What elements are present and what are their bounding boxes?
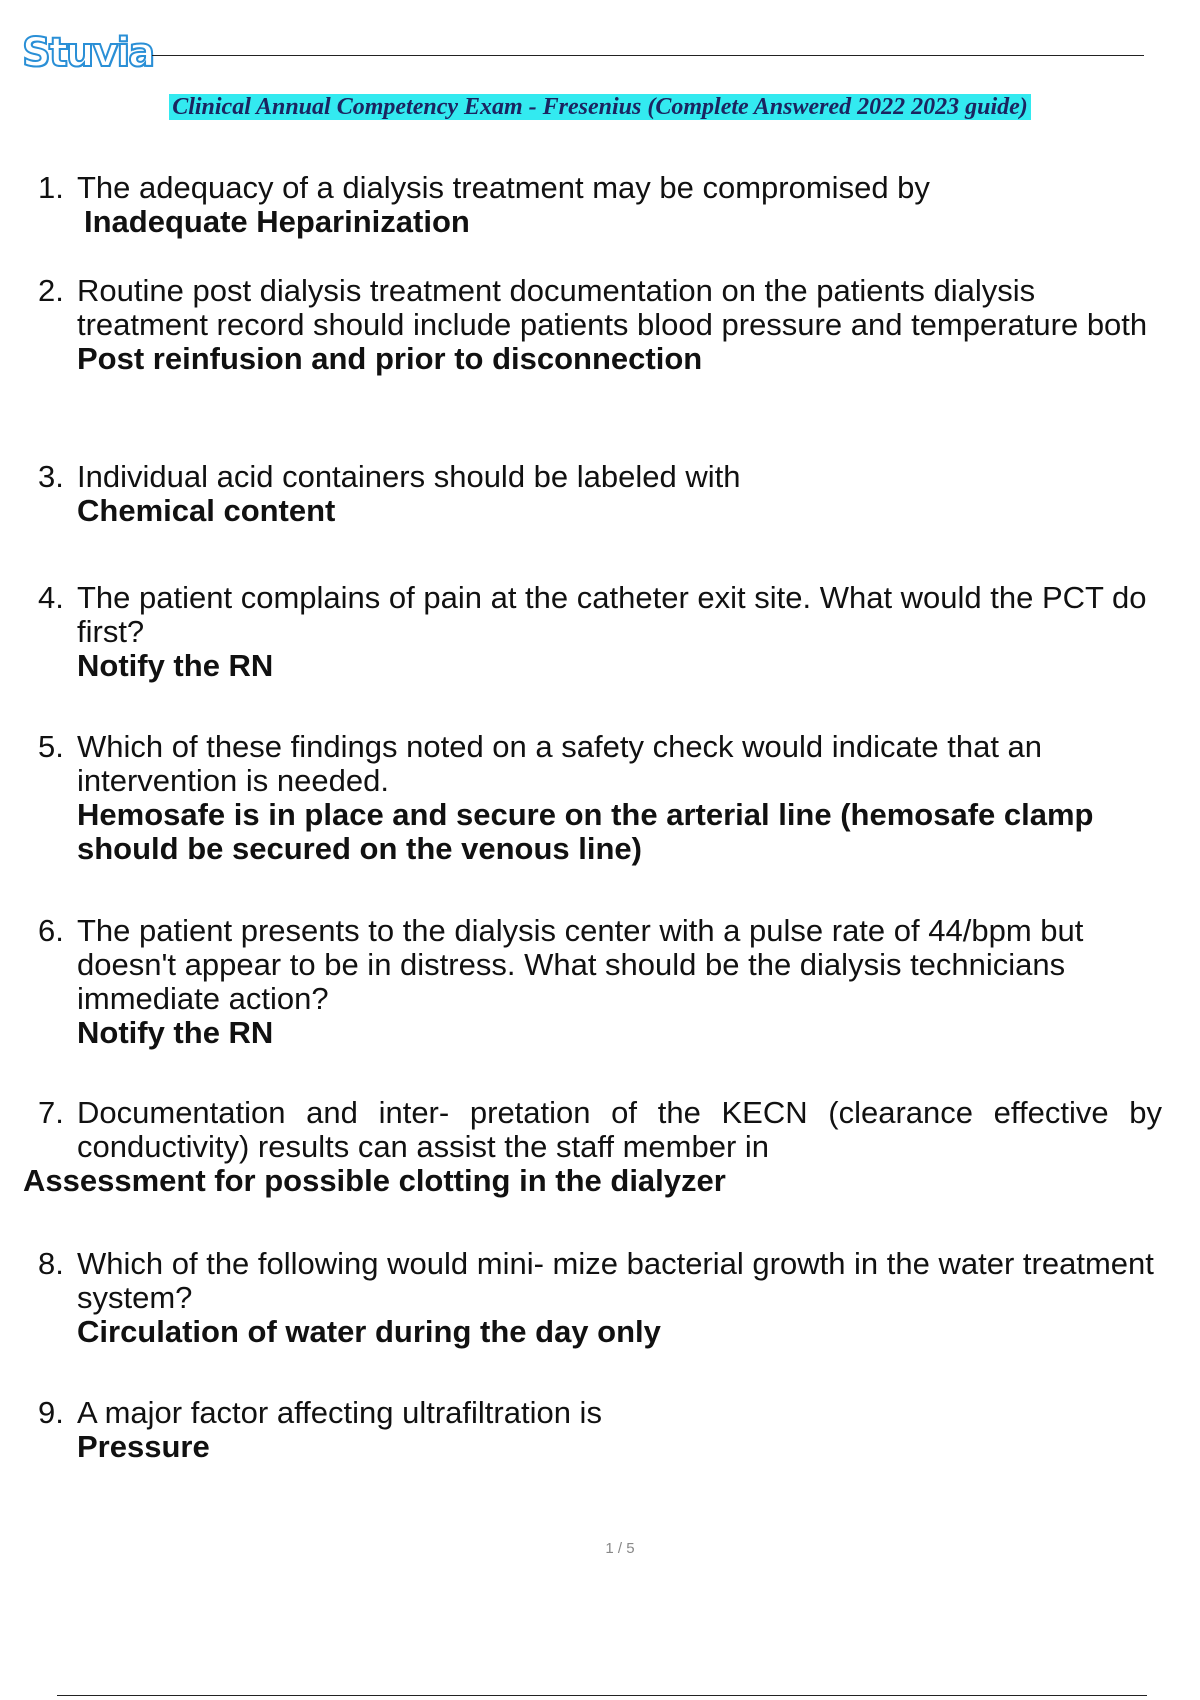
question-text: Individual acid containers should be labeled with: [77, 459, 741, 494]
answer-text: Hemosafe is in place and secure on the arterial line (hemosafe clamp should be secured on the venous line): [77, 797, 1094, 866]
page-number: 1 / 5: [605, 1540, 635, 1557]
answer-text: Notify the RN: [77, 648, 274, 683]
question-number: 9.: [38, 1395, 64, 1430]
document-title: [0, 93, 1200, 121]
question-number: 1.: [38, 170, 64, 205]
question-text: A major factor affecting ultrafiltration is: [77, 1395, 602, 1430]
question-text: Which of these findings noted on a safety check would indicate that an intervention is needed.: [77, 729, 1043, 798]
question-text: Which of the following would mini- mize bacterial growth in the water treatment system?: [77, 1246, 1154, 1315]
stuvia-logo[interactable]: Stuvia: [22, 30, 154, 76]
question-item-6: [38, 914, 1162, 1050]
question-text: The adequacy of a dialysis treatment may be compromised by: [77, 170, 930, 205]
answer-text: Pressure: [77, 1429, 210, 1464]
question-item-3: [38, 460, 1162, 528]
question-number: 8.: [38, 1246, 64, 1281]
answer-text: Inadequate Heparinization: [84, 204, 470, 239]
question-number: 4.: [38, 580, 64, 615]
question-text: Routine post dialysis treatment documentation on the patients dialysis treatment record should include patients blood pressure and temperature both: [77, 273, 1148, 342]
question-item-2: [38, 274, 1162, 376]
question-item-5: [38, 730, 1162, 866]
question-number: 6.: [38, 913, 64, 948]
question-number: 5.: [38, 729, 64, 764]
question-number: 7.: [38, 1095, 64, 1130]
question-number: 3.: [38, 459, 64, 494]
question-item-9: [38, 1396, 1162, 1464]
answer-text: Notify the RN: [77, 1015, 274, 1050]
answer-text: Post reinfusion and prior to disconnection: [77, 341, 703, 376]
question-text: The patient complains of pain at the catheter exit site. What would the PCT do first?: [77, 580, 1147, 649]
header-divider: [152, 55, 1144, 56]
question-text: Documentation and inter- pretation of the KECN (clearance effective by conductivity) results can assist the staff member in: [77, 1095, 1162, 1164]
footer-divider: [57, 1695, 1147, 1696]
question-item-1: [38, 171, 1169, 239]
document-title-text: Clinical Annual Competency Exam - Fresenius (Complete Answered 2022 2023 guide): [169, 94, 1031, 120]
answer-text: Chemical content: [77, 493, 336, 528]
question-item-4: [38, 581, 1162, 683]
answer-text: Circulation of water during the day only: [77, 1314, 661, 1349]
question-number: 2.: [38, 273, 64, 308]
answer-text: Assessment for possible clotting in the dialyzer: [23, 1163, 726, 1198]
question-text: The patient presents to the dialysis center with a pulse rate of 44/bpm but doesn't appear to be in distress. What should be the dialysis technicians immediate action?: [77, 913, 1084, 1016]
question-item-7: [23, 1095, 1162, 1198]
page-header: [22, 30, 1144, 80]
question-item-8: [38, 1247, 1162, 1349]
